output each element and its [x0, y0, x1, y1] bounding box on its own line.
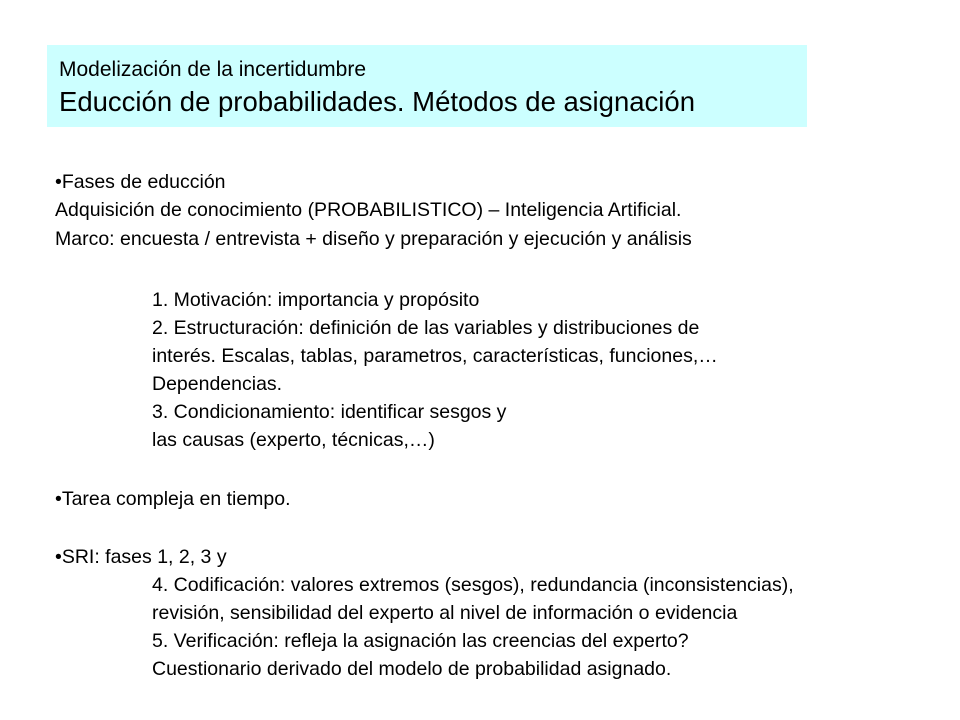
list-item-continuation: las causas (experto, técnicas,…)	[152, 429, 435, 451]
list-item-continuation: interés. Escalas, tablas, parametros, características, funciones,…	[152, 345, 718, 367]
slide-title: Educción de probabilidades. Métodos de asignación	[59, 86, 695, 117]
text-line: Adquisición de conocimiento (PROBABILISTICO) – Inteligencia Artificial.	[55, 199, 682, 221]
list-item: 5. Verificación: refleja la asignación las creencias del experto?	[152, 630, 689, 652]
slide-subtitle: Modelización de la incertidumbre	[59, 58, 366, 81]
bullet-fases: •Fases de educción	[55, 171, 226, 193]
list-item: 3. Condicionamiento: identificar sesgos y	[152, 401, 507, 423]
list-item-continuation: revisión, sensibilidad del experto al nivel de información o evidencia	[152, 602, 738, 624]
bullet-tarea: •Tarea compleja en tiempo.	[55, 488, 291, 510]
text-line: Marco: encuesta / entrevista + diseño y preparación y ejecución y análisis	[55, 228, 692, 250]
list-item: 4. Codificación: valores extremos (sesgos), redundancia (inconsistencias),	[152, 574, 794, 596]
list-item-continuation: Cuestionario derivado del modelo de probabilidad asignado.	[152, 658, 672, 680]
list-item: 2. Estructuración: definición de las variables y distribuciones de	[152, 317, 700, 339]
list-item: 1. Motivación: importancia y propósito	[152, 289, 480, 311]
list-item-continuation: Dependencias.	[152, 373, 283, 395]
bullet-sri: •SRI: fases 1, 2, 3 y	[55, 546, 227, 568]
